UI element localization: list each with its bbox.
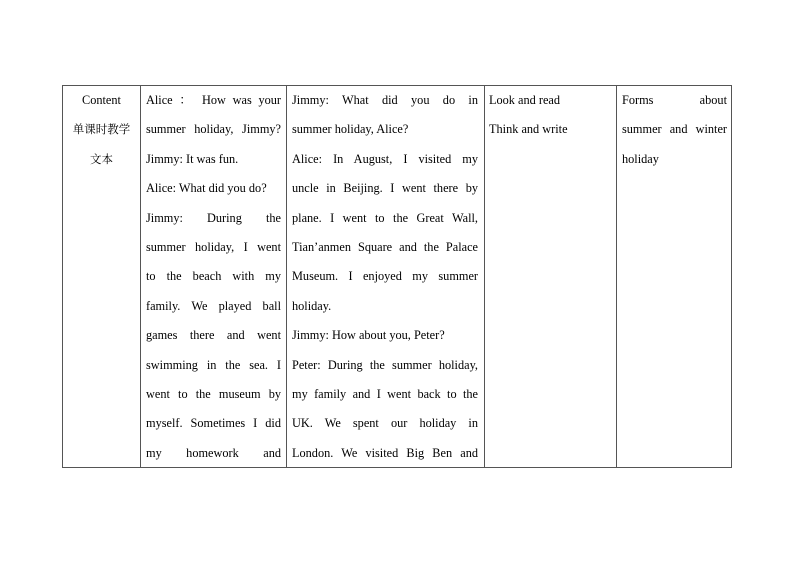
dialogue-column-2 xyxy=(287,86,485,468)
label-line: 单课时教学 xyxy=(72,122,131,137)
forms-line: summer and winter xyxy=(622,122,727,137)
dialogue-2-line: London. We visited Big Ben and xyxy=(292,445,478,460)
dialogue-1-line: swimming in the sea. I xyxy=(146,357,281,372)
dialogue-1-line: summer holiday, I went xyxy=(146,240,281,255)
forms-cell xyxy=(617,86,732,468)
dialogue-1-line: summer holiday, Jimmy? xyxy=(146,122,281,137)
dialogue-2-line: Alice: In August, I visited my xyxy=(292,151,478,166)
activity-line: Think and write xyxy=(489,122,568,137)
lesson-content-table xyxy=(62,85,732,468)
dialogue-1-line: Jimmy: It was fun. xyxy=(146,151,239,166)
dialogue-2-line: UK. We spent our holiday in xyxy=(292,416,478,431)
content-row xyxy=(63,86,732,468)
dialogue-2-line: holiday. xyxy=(292,298,332,313)
dialogue-2-line: my family and I went back to the xyxy=(292,387,478,402)
dialogue-1-line: Alice ： How was your xyxy=(146,93,281,107)
dialogue-1-line: family. We played ball xyxy=(146,298,281,313)
label-cell xyxy=(63,86,141,468)
dialogue-1-line: to the beach with my xyxy=(146,269,281,284)
dialogue-column-1 xyxy=(141,86,287,468)
dialogue-1-line: went to the museum by xyxy=(146,387,281,402)
dialogue-2-line: plane. I went to the Great Wall, xyxy=(292,210,478,225)
label-line: 文本 xyxy=(90,151,113,166)
dialogue-2-line: Jimmy: How about you, Peter? xyxy=(292,328,445,343)
dialogue-1-line: my homework and xyxy=(146,445,281,460)
forms-line: holiday xyxy=(622,151,659,166)
dialogue-1-line: Alice: What did you do? xyxy=(146,181,267,196)
activity-line: Look and read xyxy=(489,93,561,107)
dialogue-2-line: Museum. I enjoyed my summer xyxy=(292,269,478,284)
dialogue-2-line: Peter: During the summer holiday, xyxy=(292,357,478,372)
dialogue-2-line: summer holiday, Alice? xyxy=(292,122,409,137)
dialogue-1-line: games there and went xyxy=(146,328,281,343)
dialogue-2-line: uncle in Beijing. I went there by xyxy=(292,181,478,196)
dialogue-2-line: Tian’anmen Square and the Palace xyxy=(292,240,478,255)
dialogue-2-line: Jimmy: What did you do in xyxy=(292,93,478,107)
label-line: Content xyxy=(82,93,121,107)
dialogue-1-line: Jimmy: During the xyxy=(146,210,281,225)
forms-line: Forms about xyxy=(622,93,727,107)
dialogue-1-line: myself. Sometimes I did xyxy=(146,416,281,431)
activities-cell xyxy=(485,86,617,468)
